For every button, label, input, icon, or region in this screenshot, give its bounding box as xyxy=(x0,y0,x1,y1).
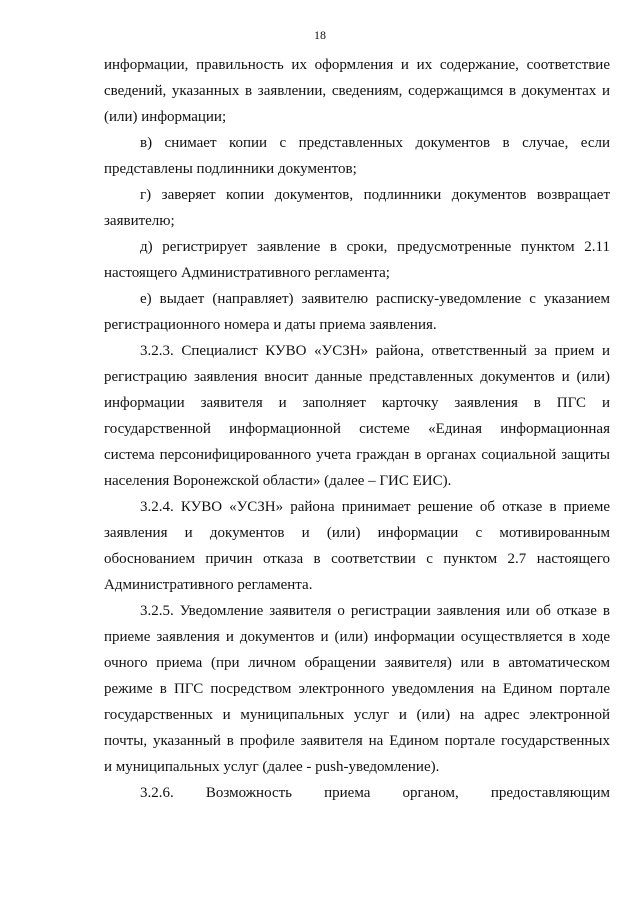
text-line: режиме в ПГС посредством электронного уведомления на Едином портале xyxy=(104,681,610,697)
text-line: и муниципальных услуг (далее - push-уведомление). xyxy=(104,759,440,775)
text-line: 3.2.4. КУВО «УСЗН» района принимает решение об отказе в приеме xyxy=(140,499,610,515)
text-line: г) заверяет копии документов, подлинники документов возвращает xyxy=(140,187,610,203)
text-line: приеме заявления и документов и (или) информации осуществляется в ходе xyxy=(104,629,610,645)
text-line: государственной информационной системе «Единая информационная xyxy=(104,421,610,437)
text-line: настоящего Административного регламента; xyxy=(104,265,390,281)
text-line: Административного регламента. xyxy=(104,577,313,593)
text-line: 3.2.5. Уведомление заявителя о регистрации заявления или об отказе в xyxy=(140,603,610,619)
text-line: сведений, указанных в заявлении, сведениям, содержащимся в документах и xyxy=(104,83,610,99)
page-number: 18 xyxy=(314,28,326,42)
text-line: регистрационного номера и даты приема заявления. xyxy=(104,317,437,333)
text-line: населения Воронежской области» (далее – ГИС ЕИС). xyxy=(104,473,452,489)
text-line: обоснованием причин отказа в соответствии с пунктом 2.7 настоящего xyxy=(104,551,610,567)
text-line: 3.2.3. Специалист КУВО «УСЗН» района, ответственный за прием и xyxy=(140,343,610,359)
text-line: (или) информации; xyxy=(104,109,227,125)
text-line: в) снимает копии с представленных документов в случае, если xyxy=(140,135,610,151)
text-line: заявителю; xyxy=(104,213,175,229)
text-line: информации, правильность их оформления и их содержание, соответствие xyxy=(104,57,610,73)
text-line: представлены подлинники документов; xyxy=(104,161,357,177)
text-line: очного приема (при личном обращении заявителя) или в автоматическом xyxy=(104,655,610,671)
text-line: государственных и муниципальных услуг и (или) на адрес электронной xyxy=(104,707,610,723)
text-line: система персонифицированного учета граждан в органах социальной защиты xyxy=(104,447,610,463)
text-line: информации заявителя и заполняет карточку заявления в ПГС и xyxy=(104,395,610,411)
body-text xyxy=(104,52,610,806)
text-line: д) регистрирует заявление в сроки, предусмотренные пунктом 2.11 xyxy=(140,239,610,255)
text-line: 3.2.6. Возможность приема органом, предоставляющим xyxy=(140,785,610,801)
text-line: регистрацию заявления вносит данные представленных документов и (или) xyxy=(104,369,610,385)
text-line: почты, указанный в профиле заявителя на Едином портале государственных xyxy=(104,733,610,749)
text-line: е) выдает (направляет) заявителю расписку-уведомление с указанием xyxy=(140,291,610,307)
text-line: заявления и документов и (или) информации с мотивированным xyxy=(104,525,610,541)
